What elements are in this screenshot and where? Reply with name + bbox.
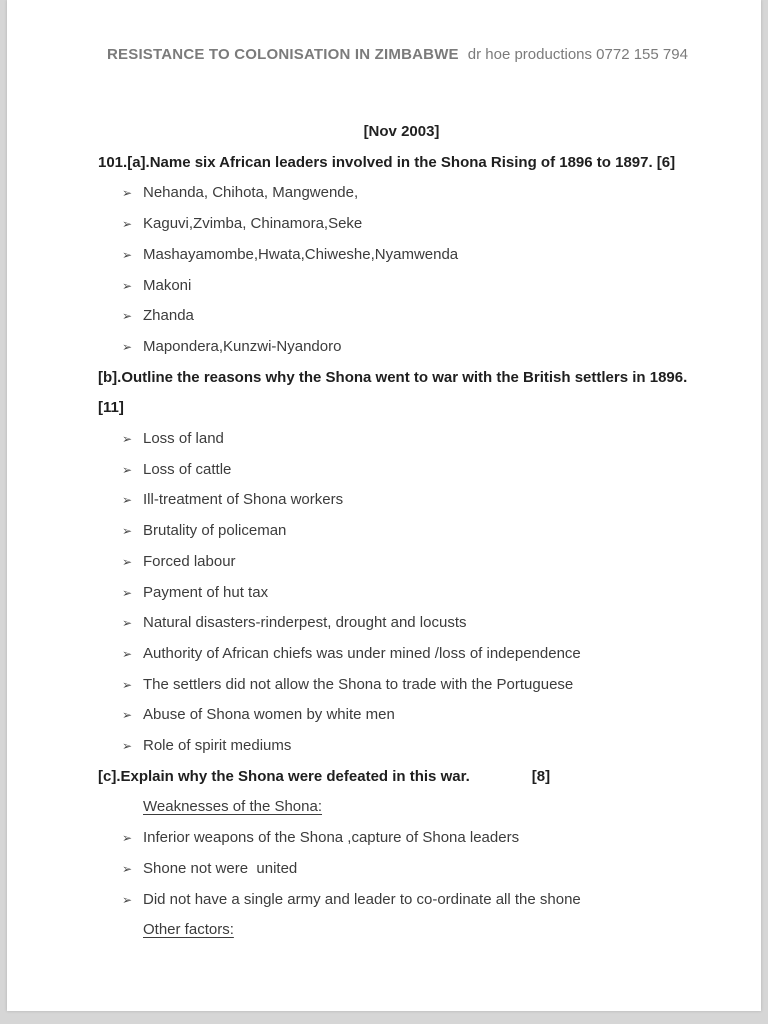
bullet-text: Makoni [143, 276, 192, 294]
subheading-underlined [143, 792, 705, 823]
bullet-item [98, 608, 705, 639]
bullet-item [98, 209, 705, 240]
bullet-text: Forced labour [143, 552, 236, 570]
arrow-bullet-icon: ➢ [122, 616, 133, 631]
document-body [7, 63, 761, 946]
bullet-text: Abuse of Shona women by white men [143, 706, 395, 724]
bullet-item [98, 639, 705, 670]
page-header [7, 0, 761, 63]
bullet-text: Mapondera,Kunzwi-Nyandoro [143, 337, 342, 355]
arrow-bullet-icon: ➢ [122, 646, 133, 661]
bullet-item [98, 271, 705, 302]
bullet-text: Loss of land [143, 430, 224, 448]
question-heading [98, 762, 705, 793]
arrow-bullet-icon: ➢ [122, 524, 133, 539]
marks-allocation: [8] [531, 767, 551, 785]
arrow-bullet-icon: ➢ [122, 493, 133, 508]
arrow-bullet-icon: ➢ [122, 432, 133, 447]
header-contact: dr hoe productions 0772 155 794 [467, 46, 688, 63]
bullet-text: Kaguvi,Zvimba, Chinamora,Seke [143, 215, 363, 233]
arrow-bullet-icon: ➢ [122, 677, 133, 692]
bullet-item [98, 455, 705, 486]
arrow-bullet-icon: ➢ [122, 339, 133, 354]
bullet-item [98, 854, 705, 885]
bullet-text: Payment of hut tax [143, 583, 269, 601]
arrow-bullet-icon: ➢ [122, 247, 133, 262]
bullet-text: Ill-treatment of Shona workers [143, 491, 344, 509]
subheading-underlined [143, 915, 705, 946]
arrow-bullet-icon: ➢ [122, 739, 133, 754]
bullet-text: Loss of cattle [143, 460, 232, 478]
bullet-text: Nehanda, Chihota, Mangwende, [143, 184, 359, 202]
bullet-item [98, 332, 705, 363]
question-heading [98, 363, 705, 424]
arrow-bullet-icon: ➢ [122, 708, 133, 723]
bullet-item [98, 885, 705, 916]
arrow-bullet-icon: ➢ [122, 831, 133, 846]
bullet-item [98, 178, 705, 209]
bullet-item [98, 578, 705, 609]
header-title: RESISTANCE TO COLONISATION IN ZIMBABWE [107, 46, 459, 63]
bullet-text: Zhanda [143, 307, 194, 325]
arrow-bullet-icon: ➢ [122, 186, 133, 201]
arrow-bullet-icon: ➢ [122, 861, 133, 876]
bullet-item [98, 823, 705, 854]
bullet-text: Role of spirit mediums [143, 737, 292, 755]
bullet-item [98, 301, 705, 332]
bullet-text: Mashayamombe,Hwata,Chiweshe,Nyamwenda [143, 245, 459, 263]
bullet-item [98, 547, 705, 578]
bullet-item [98, 670, 705, 701]
arrow-bullet-icon: ➢ [122, 892, 133, 907]
question-heading-text: [b].Outline the reasons why the Shona went to war with the British settlers in 1896. [11] [98, 368, 692, 417]
bullet-text: Inferior weapons of the Shona ,capture of Shona leaders [143, 829, 520, 847]
bullet-text: The settlers did not allow the Shona to trade with the Portuguese [143, 675, 574, 693]
bullet-text: Brutality of policeman [143, 522, 287, 540]
bullet-item [98, 516, 705, 547]
bullet-item [98, 485, 705, 516]
bullet-text: Natural disasters-rinderpest, drought and locusts [143, 614, 467, 632]
arrow-bullet-icon: ➢ [122, 554, 133, 569]
arrow-bullet-icon: ➢ [122, 278, 133, 293]
bullet-item [98, 424, 705, 455]
bullet-item [98, 240, 705, 271]
bullet-text: Shone not were united [143, 859, 298, 877]
date-heading: [Nov 2003] [363, 123, 440, 140]
arrow-bullet-icon: ➢ [122, 217, 133, 232]
bullet-text: Authority of African chiefs was under mined /loss of independence [143, 644, 581, 662]
arrow-bullet-icon: ➢ [122, 585, 133, 600]
question-heading-text: 101.[a].Name six African leaders involved in the Shona Rising of 1896 to 1897. [6] [98, 153, 676, 171]
arrow-bullet-icon: ➢ [122, 309, 133, 324]
bullet-item [98, 731, 705, 762]
arrow-bullet-icon: ➢ [122, 462, 133, 477]
subheading-text: Weaknesses of the Shona: [143, 798, 323, 816]
bullet-text: Did not have a single army and leader to co-ordinate all the shone [143, 890, 581, 908]
question-heading [98, 148, 705, 179]
subheading-text: Other factors: [143, 921, 234, 939]
document-page [7, 0, 761, 1011]
question-heading-text: [c].Explain why the Shona were defeated in this war. [98, 767, 470, 785]
bullet-item [98, 700, 705, 731]
